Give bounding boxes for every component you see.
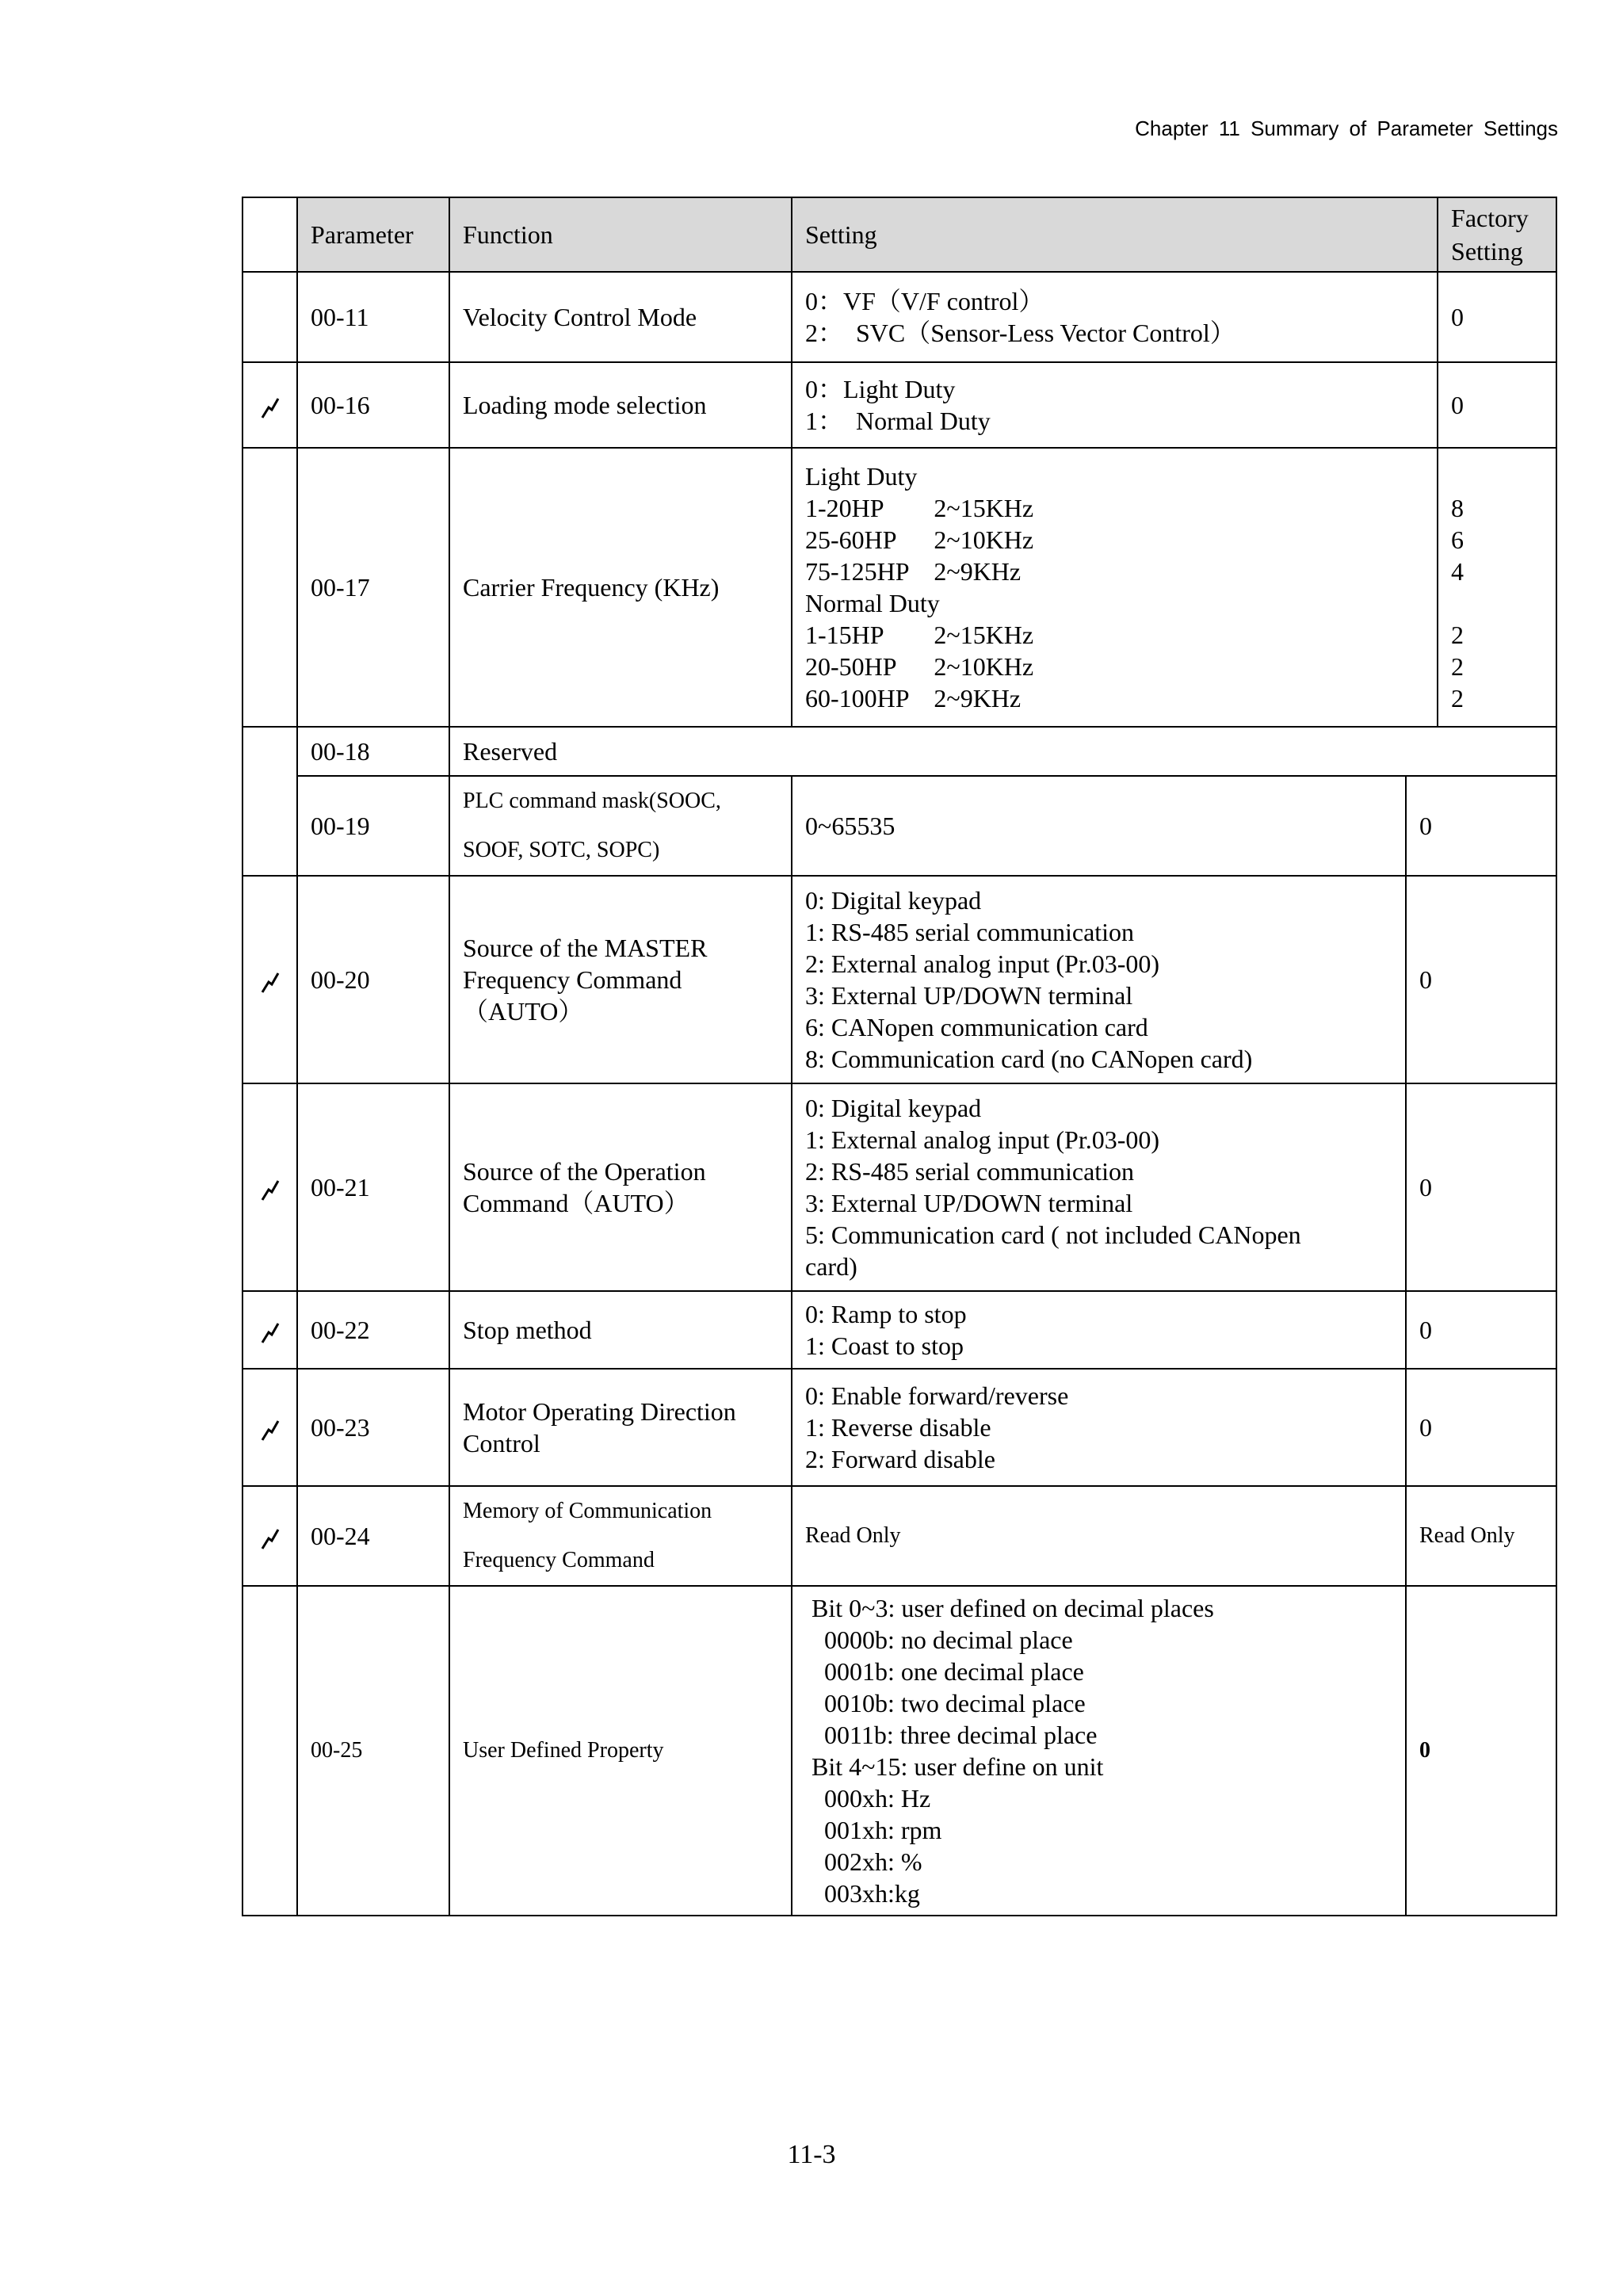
- factory-value: Read Only: [1406, 1486, 1556, 1586]
- param-id: 00-22: [297, 1291, 449, 1369]
- setting-line: 25-60HP 2~10KHz: [805, 525, 1034, 554]
- setting-cell: 0: Digital keypad 1: External analog input (Pr.03-00) 2: RS-485 serial communication 3: External UP/DOWN terminal 5: Communication card ( not included CANopen card): [792, 1083, 1406, 1291]
- param-id: 00-23: [297, 1369, 449, 1486]
- setting-cell: Bit 0~3: user defined on decimal places 0000b: no decimal place 0001b: one decimal place 0010b: two decimal place 0011b: three decimal place Bit 4~15: user define on unit 000xh: Hz 001xh: rpm 002xh: % 003xh:kg: [792, 1586, 1406, 1916]
- function-name: User Defined Property: [449, 1586, 792, 1916]
- param-id: 00-11: [297, 272, 449, 362]
- page-number: 11-3: [787, 2140, 836, 2169]
- table-row: [242, 776, 1556, 876]
- param-id: 00-25: [297, 1586, 449, 1916]
- table-row: [242, 727, 1556, 776]
- setting-cell: [792, 362, 1438, 448]
- table-row: [242, 448, 1556, 727]
- setting-line: 20-50HP 2~10KHz: [805, 652, 1034, 681]
- setting-line: 0：VF（V/F control）: [805, 287, 1044, 315]
- change-during-operation-icon: [260, 1179, 281, 1202]
- header-parameter: Parameter: [297, 197, 449, 272]
- setting-cell: 0: Digital keypad 1: RS-485 serial communication 2: External analog input (Pr.03-00) 3: External UP/DOWN terminal 6: CANopen communication card 8: Communication card (no CANopen card): [792, 876, 1406, 1083]
- function-name: Memory of Communication Frequency Command: [449, 1486, 792, 1586]
- setting-line: 1： Normal Duty: [805, 407, 991, 435]
- change-during-operation-icon: [260, 971, 281, 995]
- factory-value: 0: [1406, 876, 1556, 1083]
- function-name: Reserved: [449, 727, 1556, 776]
- factory-value: 0: [1406, 1369, 1556, 1486]
- param-id: 00-24: [297, 1486, 449, 1586]
- setting-line: 2： SVC（Sensor-Less Vector Control）: [805, 319, 1235, 347]
- change-during-operation-icon: [260, 396, 281, 420]
- function-name: Loading mode selection: [449, 362, 792, 448]
- function-name: Velocity Control Mode: [449, 272, 792, 362]
- setting-line: 1-20HP 2~15KHz: [805, 494, 1034, 522]
- function-name: Source of the Operation Command（AUTO）: [449, 1083, 792, 1291]
- param-id: 00-19: [297, 776, 449, 876]
- factory-value: 0: [1438, 362, 1556, 448]
- setting-cell: [792, 448, 1438, 727]
- function-name: Carrier Frequency (KHz): [449, 448, 792, 727]
- factory-value: 0: [1406, 1291, 1556, 1369]
- setting-line: 60-100HP 2~9KHz: [805, 684, 1022, 712]
- setting-line: Light Duty: [805, 462, 918, 491]
- setting-cell: 0: Ramp to stop 1: Coast to stop: [792, 1291, 1406, 1369]
- setting-line: 1-15HP 2~15KHz: [805, 621, 1034, 649]
- setting-cell: 0~65535: [792, 776, 1406, 876]
- table-row: [242, 362, 1556, 448]
- factory-value: 0: [1406, 776, 1556, 876]
- table-row: [242, 1083, 1556, 1291]
- table-row: [242, 1291, 1556, 1369]
- setting-line: 75-125HP 2~9KHz: [805, 557, 1022, 586]
- factory-value: 0: [1406, 1083, 1556, 1291]
- table-row: [242, 1369, 1556, 1486]
- table-row: [242, 1586, 1556, 1916]
- table-row: [242, 1486, 1556, 1586]
- function-name: Motor Operating Direction Control: [449, 1369, 792, 1486]
- table-row: [242, 272, 1556, 362]
- chapter-header: Chapter 11 Summary of Parameter Settings: [1135, 117, 1558, 140]
- function-name: Source of the MASTER Frequency Command （AUTO）: [449, 876, 792, 1083]
- header-function: Function: [449, 197, 792, 272]
- header-setting: Setting: [792, 197, 1438, 272]
- function-name: Stop method: [449, 1291, 792, 1369]
- change-during-operation-icon: [260, 1527, 281, 1551]
- param-id: 00-21: [297, 1083, 449, 1291]
- function-name: PLC command mask(SOOC, SOOF, SOTC, SOPC): [449, 776, 792, 876]
- table-row: [242, 876, 1556, 1083]
- factory-value: 8 6 4 2 2 2: [1438, 448, 1556, 727]
- factory-value: 0: [1438, 272, 1556, 362]
- setting-line: Normal Duty: [805, 589, 940, 617]
- factory-value: 0: [1406, 1586, 1556, 1916]
- table-header-row: [242, 197, 1556, 272]
- setting-cell: [792, 272, 1438, 362]
- param-id: 00-16: [297, 362, 449, 448]
- setting-cell: Read Only: [792, 1486, 1406, 1586]
- param-id: 00-17: [297, 448, 449, 727]
- param-id: 00-20: [297, 876, 449, 1083]
- parameter-table: [242, 197, 1557, 1916]
- setting-cell: 0: Enable forward/reverse 1: Reverse disable 2: Forward disable: [792, 1369, 1406, 1486]
- header-factory-setting: Factory Setting: [1438, 197, 1556, 272]
- change-during-operation-icon: [260, 1419, 281, 1442]
- param-id: 00-18: [297, 727, 449, 776]
- change-during-operation-icon: [260, 1321, 281, 1345]
- setting-line: 0：Light Duty: [805, 375, 956, 403]
